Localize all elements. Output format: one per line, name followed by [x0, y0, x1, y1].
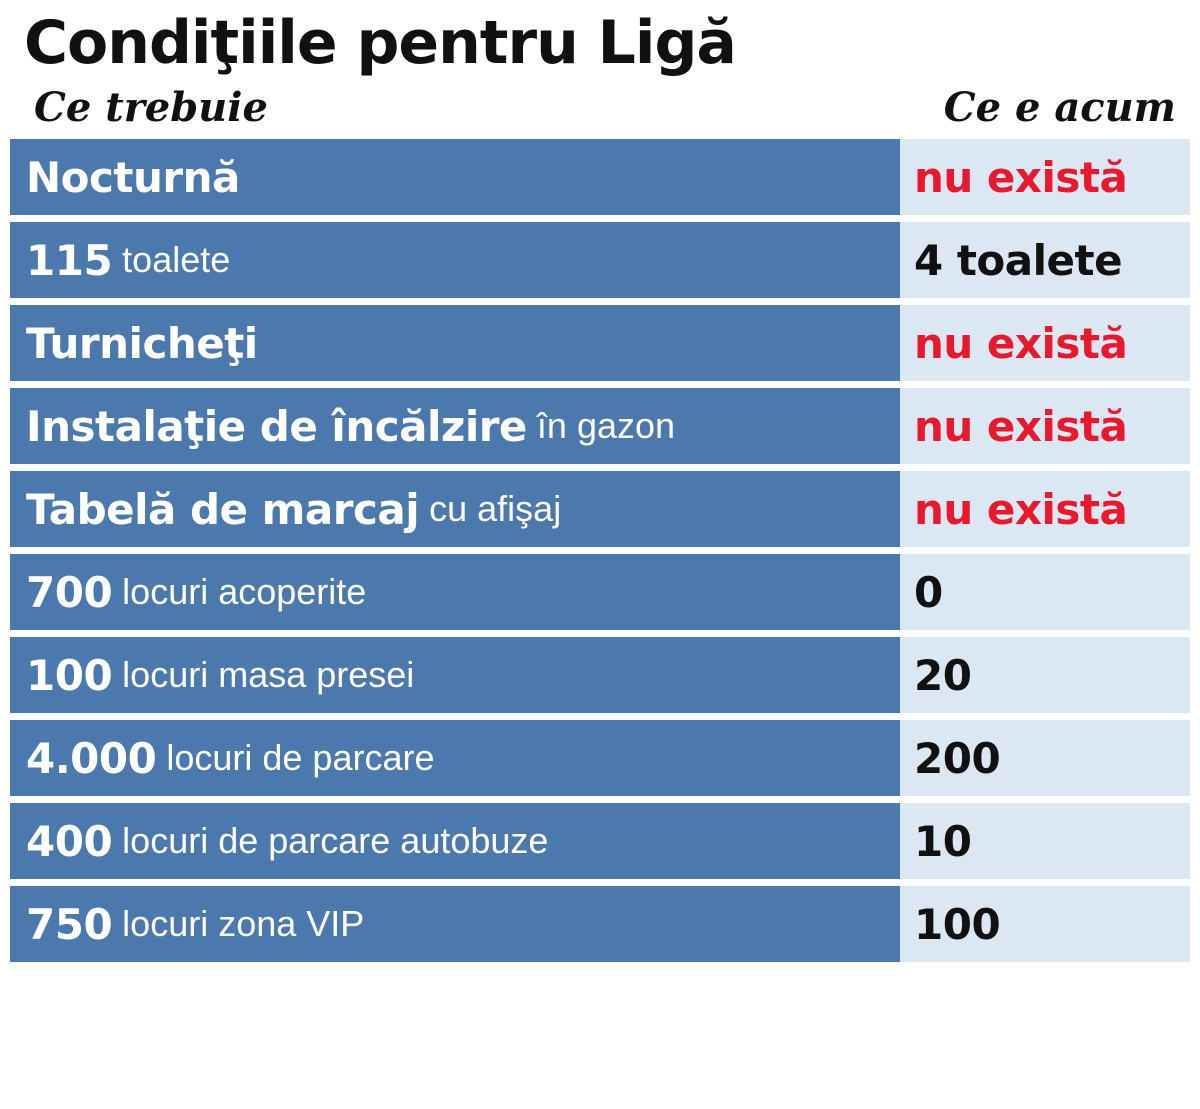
current-value: nu există — [914, 401, 1128, 451]
table-row — [10, 305, 1190, 381]
requirement-light: locuri zona VIP — [122, 903, 365, 944]
requirement-strong: 700 — [26, 567, 113, 617]
current-cell — [900, 305, 1190, 381]
current-value: 200 — [914, 733, 1001, 783]
current-cell — [900, 554, 1190, 630]
requirement-cell — [10, 388, 900, 464]
requirement-cell — [10, 471, 900, 547]
requirement-cell — [10, 637, 900, 713]
table-row — [10, 222, 1190, 298]
requirement-strong: 4.000 — [26, 733, 157, 783]
current-cell — [900, 388, 1190, 464]
table-row — [10, 637, 1190, 713]
current-value: 0 — [914, 567, 943, 617]
current-value: 20 — [914, 650, 972, 700]
table-row — [10, 388, 1190, 464]
requirement-light: în gazon — [536, 405, 676, 446]
current-cell — [900, 720, 1190, 796]
current-value: 4 toalete — [914, 235, 1123, 285]
requirement-cell — [10, 139, 900, 215]
requirement-strong: 750 — [26, 899, 113, 949]
current-value: nu există — [914, 318, 1128, 368]
current-value: nu există — [914, 152, 1128, 202]
requirement-cell — [10, 803, 900, 879]
requirement-strong: 100 — [26, 650, 113, 700]
current-value: 10 — [914, 816, 972, 866]
requirement-light: locuri acoperite — [122, 571, 367, 612]
current-value: nu există — [914, 484, 1128, 534]
table-row — [10, 471, 1190, 547]
requirement-cell — [10, 886, 900, 962]
requirement-cell — [10, 222, 900, 298]
requirement-strong: 400 — [26, 816, 113, 866]
current-cell — [900, 139, 1190, 215]
column-header-required: Ce trebuie — [34, 84, 268, 131]
column-header-current: Ce e acum — [943, 84, 1176, 131]
current-cell — [900, 886, 1190, 962]
table-row — [10, 886, 1190, 962]
table-row — [10, 803, 1190, 879]
requirement-light: locuri de parcare autobuze — [122, 820, 549, 861]
current-cell — [900, 637, 1190, 713]
column-headers — [10, 75, 1190, 137]
requirement-light: locuri masa presei — [122, 654, 415, 695]
requirement-strong: 115 — [26, 235, 113, 285]
table-row — [10, 720, 1190, 796]
current-cell — [900, 803, 1190, 879]
table-row — [10, 139, 1190, 215]
requirement-strong: Tabelă de marcaj — [26, 484, 420, 534]
comparison-table — [10, 139, 1190, 962]
table-row — [10, 554, 1190, 630]
current-cell — [900, 471, 1190, 547]
page-title: Condiţiile pentru Ligă — [24, 8, 736, 78]
requirement-cell — [10, 720, 900, 796]
requirement-cell — [10, 554, 900, 630]
current-cell — [900, 222, 1190, 298]
requirement-light: toalete — [122, 239, 231, 280]
requirement-light: locuri de parcare — [166, 737, 435, 778]
requirement-strong: Turnicheţi — [26, 318, 258, 368]
requirement-cell — [10, 305, 900, 381]
requirement-strong: Nocturnă — [26, 152, 240, 202]
requirement-light: cu afişaj — [429, 488, 562, 529]
current-value: 100 — [914, 899, 1001, 949]
requirement-strong: Instalaţie de încălzire — [26, 401, 527, 451]
